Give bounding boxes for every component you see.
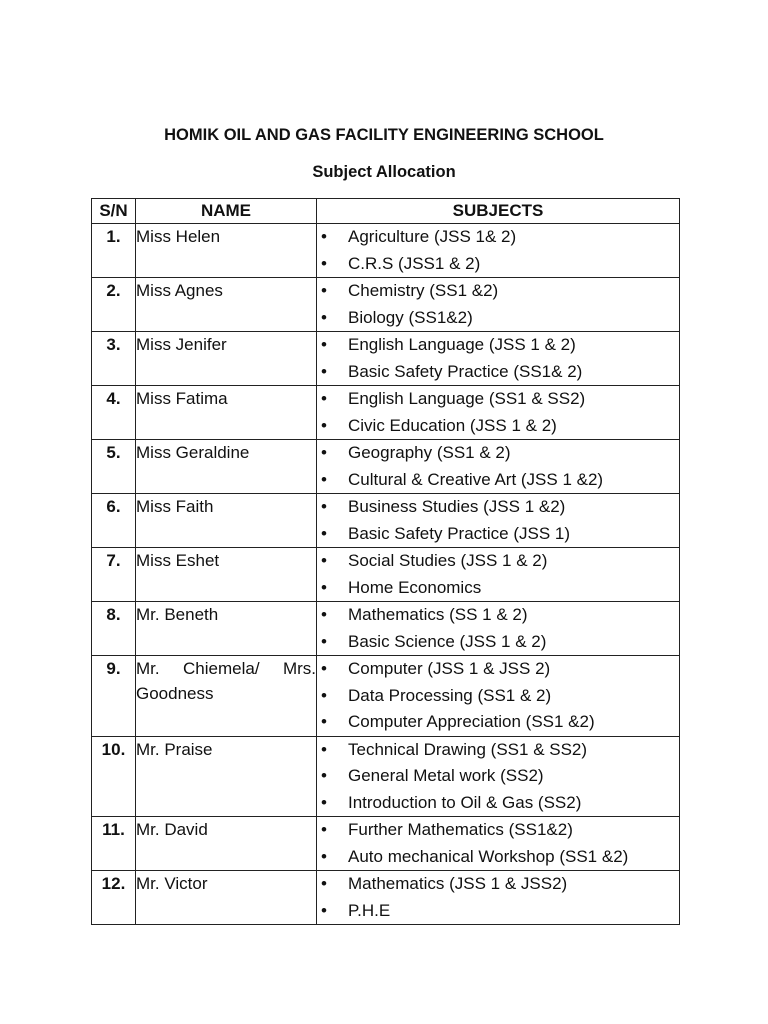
bullet-icon: • [321,739,327,759]
subject-label: Data Processing (SS1 & 2) [348,685,552,705]
bullet-icon: • [321,685,327,705]
subject-list [317,737,679,817]
subject-label: Cultural & Creative Art (JSS 1 &2) [348,469,604,489]
bullet-icon: • [321,631,327,651]
subject-item [317,817,679,844]
bullet-icon: • [321,335,327,354]
serial-number-cell: 6. [92,494,136,548]
subject-list [317,602,679,655]
bullet-icon: • [321,227,327,246]
subject-item [317,413,679,440]
subject-label: English Language (SS1 & SS2) [348,389,586,408]
teacher-name-cell: Mr. Chiemela/ Mrs. Goodness [136,656,317,737]
subject-item [317,575,679,602]
subject-label: Further Mathematics (SS1&2) [348,820,573,839]
serial-number-cell: 3. [92,332,136,386]
subject-list [317,656,679,736]
subject-item [317,251,679,278]
table-row [92,656,680,737]
subjects-cell [317,871,680,925]
subjects-cell [317,494,680,548]
subject-label: Auto mechanical Workshop (SS1 &2) [348,846,629,866]
subject-item [317,224,679,251]
bullet-icon: • [321,605,327,624]
bullet-icon: • [321,551,327,570]
teacher-name-cell: Mr. Praise [136,736,317,817]
subject-label: Home Economics [348,577,482,597]
subject-item [317,683,679,710]
table-row [92,494,680,548]
table-row [92,386,680,440]
subject-item [317,467,679,494]
subject-item [317,898,679,925]
subject-item [317,709,679,736]
subject-label: P.H.E [348,900,391,920]
subject-item [317,386,679,413]
subject-list [317,332,679,385]
subject-list [317,224,679,277]
subject-item [317,629,679,656]
subject-label: Computer Appreciation (SS1 &2) [348,712,595,731]
bullet-icon: • [321,497,327,516]
serial-number-cell: 9. [92,656,136,737]
subject-item [317,871,679,898]
subject-list [317,440,679,493]
subjects-cell [317,386,680,440]
subject-item [317,737,679,764]
subject-label: Computer (JSS 1 & JSS 2) [348,659,551,678]
table-row [92,602,680,656]
serial-number-cell: 10. [92,736,136,817]
bullet-icon: • [321,469,327,489]
bullet-icon: • [321,820,327,839]
serial-number-cell: 5. [92,440,136,494]
subject-label: Mathematics (SS 1 & 2) [348,605,528,624]
subject-label: English Language (JSS 1 & 2) [348,335,576,354]
bullet-icon: • [321,577,327,597]
bullet-icon: • [321,523,327,543]
teacher-name-cell: Miss Fatima [136,386,317,440]
subjects-cell [317,224,680,278]
subjects-cell [317,602,680,656]
subject-label: Basic Science (JSS 1 & 2) [348,631,547,651]
subject-label: Biology (SS1&2) [348,307,473,327]
subjects-cell [317,440,680,494]
subject-list [317,386,679,439]
teacher-name-cell: Miss Eshet [136,548,317,602]
bullet-icon: • [321,415,327,435]
subject-label: Chemistry (SS1 &2) [348,281,499,300]
bullet-icon: • [321,307,327,327]
serial-number-cell: 4. [92,386,136,440]
subject-label: Mathematics (JSS 1 & JSS2) [348,874,568,893]
subject-label: Agriculture (JSS 1& 2) [348,227,517,246]
document-title: HOMIK OIL AND GAS FACILITY ENGINEERING SCHOOL [164,126,604,144]
subject-label: Geography (SS1 & 2) [348,443,511,462]
subject-item [317,844,679,871]
subjects-cell [317,278,680,332]
table-row [92,278,680,332]
bullet-icon: • [321,659,327,678]
table-row [92,736,680,817]
header-subjects: SUBJECTS [317,199,680,224]
table-row [92,871,680,925]
serial-number-cell: 7. [92,548,136,602]
subject-item [317,332,679,359]
document-subtitle: Subject Allocation [312,163,456,181]
bullet-icon: • [321,874,327,893]
serial-number-cell: 12. [92,871,136,925]
serial-number-cell: 8. [92,602,136,656]
bullet-icon: • [321,443,327,462]
teacher-name-cell: Miss Geraldine [136,440,317,494]
serial-number-cell: 11. [92,817,136,871]
bullet-icon: • [321,389,327,408]
subjects-cell [317,548,680,602]
table-row [92,440,680,494]
subject-item [317,494,679,521]
bullet-icon: • [321,253,327,273]
subjects-cell [317,817,680,871]
subjects-cell [317,736,680,817]
bullet-icon: • [321,712,327,731]
table-header-row [92,199,680,224]
bullet-icon: • [321,361,327,381]
header-sn: S/N [92,199,136,224]
bullet-icon: • [321,792,327,812]
subject-allocation-table [91,198,680,925]
subject-list [317,871,679,924]
serial-number-cell: 1. [92,224,136,278]
subject-item [317,790,679,817]
subject-item [317,440,679,467]
table-row [92,548,680,602]
subject-label: Basic Safety Practice (JSS 1) [348,523,571,543]
subject-list [317,278,679,331]
subject-label: Introduction to Oil & Gas (SS2) [348,792,582,812]
teacher-name-cell: Mr. Victor [136,871,317,925]
table-row [92,224,680,278]
subject-item [317,602,679,629]
subject-label: General Metal work (SS2) [348,766,544,785]
bullet-icon: • [321,846,327,866]
subject-item [317,305,679,332]
subject-item [317,278,679,305]
teacher-name-cell: Miss Helen [136,224,317,278]
teacher-name-cell: Mr. Beneth [136,602,317,656]
subject-list [317,817,679,870]
subject-list [317,494,679,547]
subject-label: C.R.S (JSS1 & 2) [348,253,481,273]
subject-item [317,359,679,386]
teacher-name-cell: Miss Jenifer [136,332,317,386]
teacher-name-cell: Mr. David [136,817,317,871]
subjects-cell [317,332,680,386]
subject-item [317,548,679,575]
bullet-icon: • [321,900,327,920]
subject-label: Social Studies (JSS 1 & 2) [348,551,548,570]
subjects-cell [317,656,680,737]
table-row [92,817,680,871]
subject-item [317,521,679,548]
subject-label: Civic Education (JSS 1 & 2) [348,415,557,435]
teacher-name-cell: Miss Agnes [136,278,317,332]
subject-item [317,656,679,683]
subject-label: Business Studies (JSS 1 &2) [348,497,566,516]
subject-label: Technical Drawing (SS1 & SS2) [348,739,588,759]
serial-number-cell: 2. [92,278,136,332]
bullet-icon: • [321,766,327,785]
header-name: NAME [136,199,317,224]
bullet-icon: • [321,281,327,300]
table-row [92,332,680,386]
subject-list [317,548,679,601]
teacher-name-cell: Miss Faith [136,494,317,548]
table-body [92,224,680,925]
subject-label: Basic Safety Practice (SS1& 2) [348,361,583,381]
subject-item [317,763,679,790]
